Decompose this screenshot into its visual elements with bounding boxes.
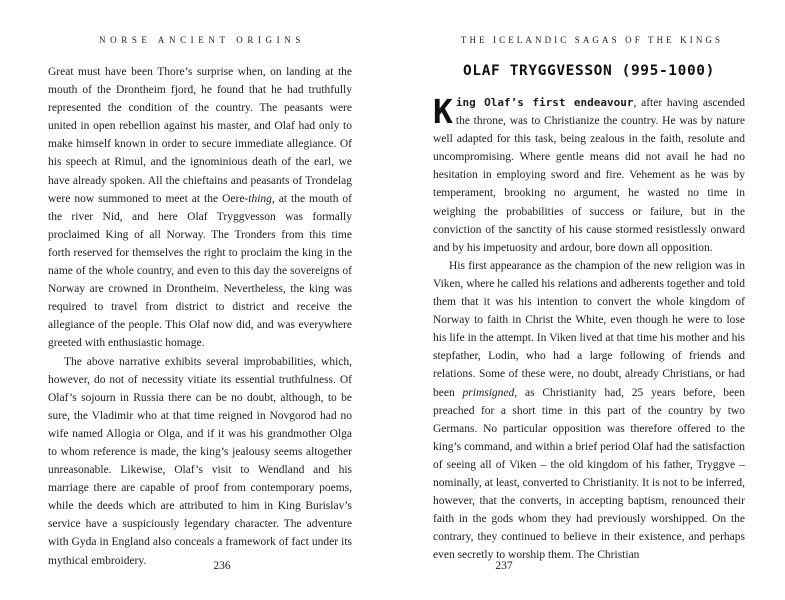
right-page-body xyxy=(433,94,745,564)
paragraph-1: King Olaf’s first endeavour, after having ascended the throne, was to Christianize the country. He was by nature well adapted for this task, being zealous in the faith, resolute and uncompromising. Where gentle means did not avail he had no hesitation in employing sword and fire. Vehement as he was by temperament, brooking no argument, he wasted no time in weighing the probabilities of success or failure, but in the conviction of the sanctity of his cause stormed resistlessly onward and by his impetuosity and ardour, bore down all opposition. xyxy=(433,92,745,254)
running-head-left: NORSE ANCIENT ORIGINS xyxy=(99,35,305,45)
running-head-right: THE ICELANDIC SAGAS OF THE KINGS xyxy=(460,35,724,45)
page-number-right: 237 xyxy=(495,560,513,572)
paragraph-2: The above narrative exhibits several improbabilities, which, however, do not of necessity vitiate its essential truthfulness. Of Olaf’s sojourn in Russia there can be no doubt, although, to be sure, the Vladimir who at that time reigned in Novgorod had no wife named Allogia or Olga, and if it was his grandmother Olga to whom reference is made, the king’s jealousy seems altogether unreasonable. Likewise, Olaf’s visit to Wendland and his marriage there are capable of proof from contemporary poems, while the deeds which are attributed to him in King Burislav’s service have a suspiciously legendary character. The adventure with Gyda in England also conceals a framework of fact under its mythical embroidery. xyxy=(48,355,352,567)
drop-cap: K xyxy=(433,92,453,131)
paragraph-2: His first appearance as the champion of the new religion was in Viken, where he called his relations and adherents together and told them that it was his intention to convert the whole kingdom of Norway to faith in Christ the White, even though he were to lose his life in the attempt. In Viken lived at that time his mother and his stepfather, Lodin, who had a large following of friends and relations. Some of these were, no doubt, already Christians, or had been primsigned, as Christianity had, 25 years before, been preached for a short time in this part of the country by two Germans. No particular opposition was therefore offered to the king’s command, and within a brief period Olaf had the satisfaction of seeing all of Viken – the old kingdom of his father, Tryggve – nominally, at least, converted to Christianity. It is not to be inferred, however, that the converts, in accepting baptism, renounced their faith in the gods whom they had previously worshipped. On the contrary, they continued to believe in their existence, and perhaps even secretly to worship them. The Christian xyxy=(433,259,745,562)
left-page-body xyxy=(48,63,352,570)
lead-in: ing Olaf’s first endeavour xyxy=(455,96,634,109)
left-page xyxy=(0,0,392,600)
page-number-left: 236 xyxy=(213,560,231,572)
paragraph-1: Great must have been Thore’s surprise when, on landing at the mouth of the Drontheim fjord, he found that he had truthfully represented the condition of the country. The peasants were united in open rebellion against his master, and Olaf had only to make himself known in order to secure immediate allegiance. Of his speech at Rimul, and the ignominious death of the earl, we have already spoken. All the chieftains and peasants of Trondelag were now summoned to meet at the Oere-thing, at the mouth of the river Nid, and here Olaf Tryggvesson was formally proclaimed King of all Norway. The Tronders from this time forth reserved for themselves the right to proclaim the king in the name of the whole country, and even to this day the sovereigns of Norway are crowned in Drontheim. Nevertheless, the king was required to travel from district to district and receive the allegiance of the people. This Olaf now did, and was everywhere greeted with enthusiastic homage. xyxy=(48,66,352,350)
right-page xyxy=(393,0,785,600)
chapter-title: OLAF TRYGGVESSON (995-1000) xyxy=(463,63,715,79)
